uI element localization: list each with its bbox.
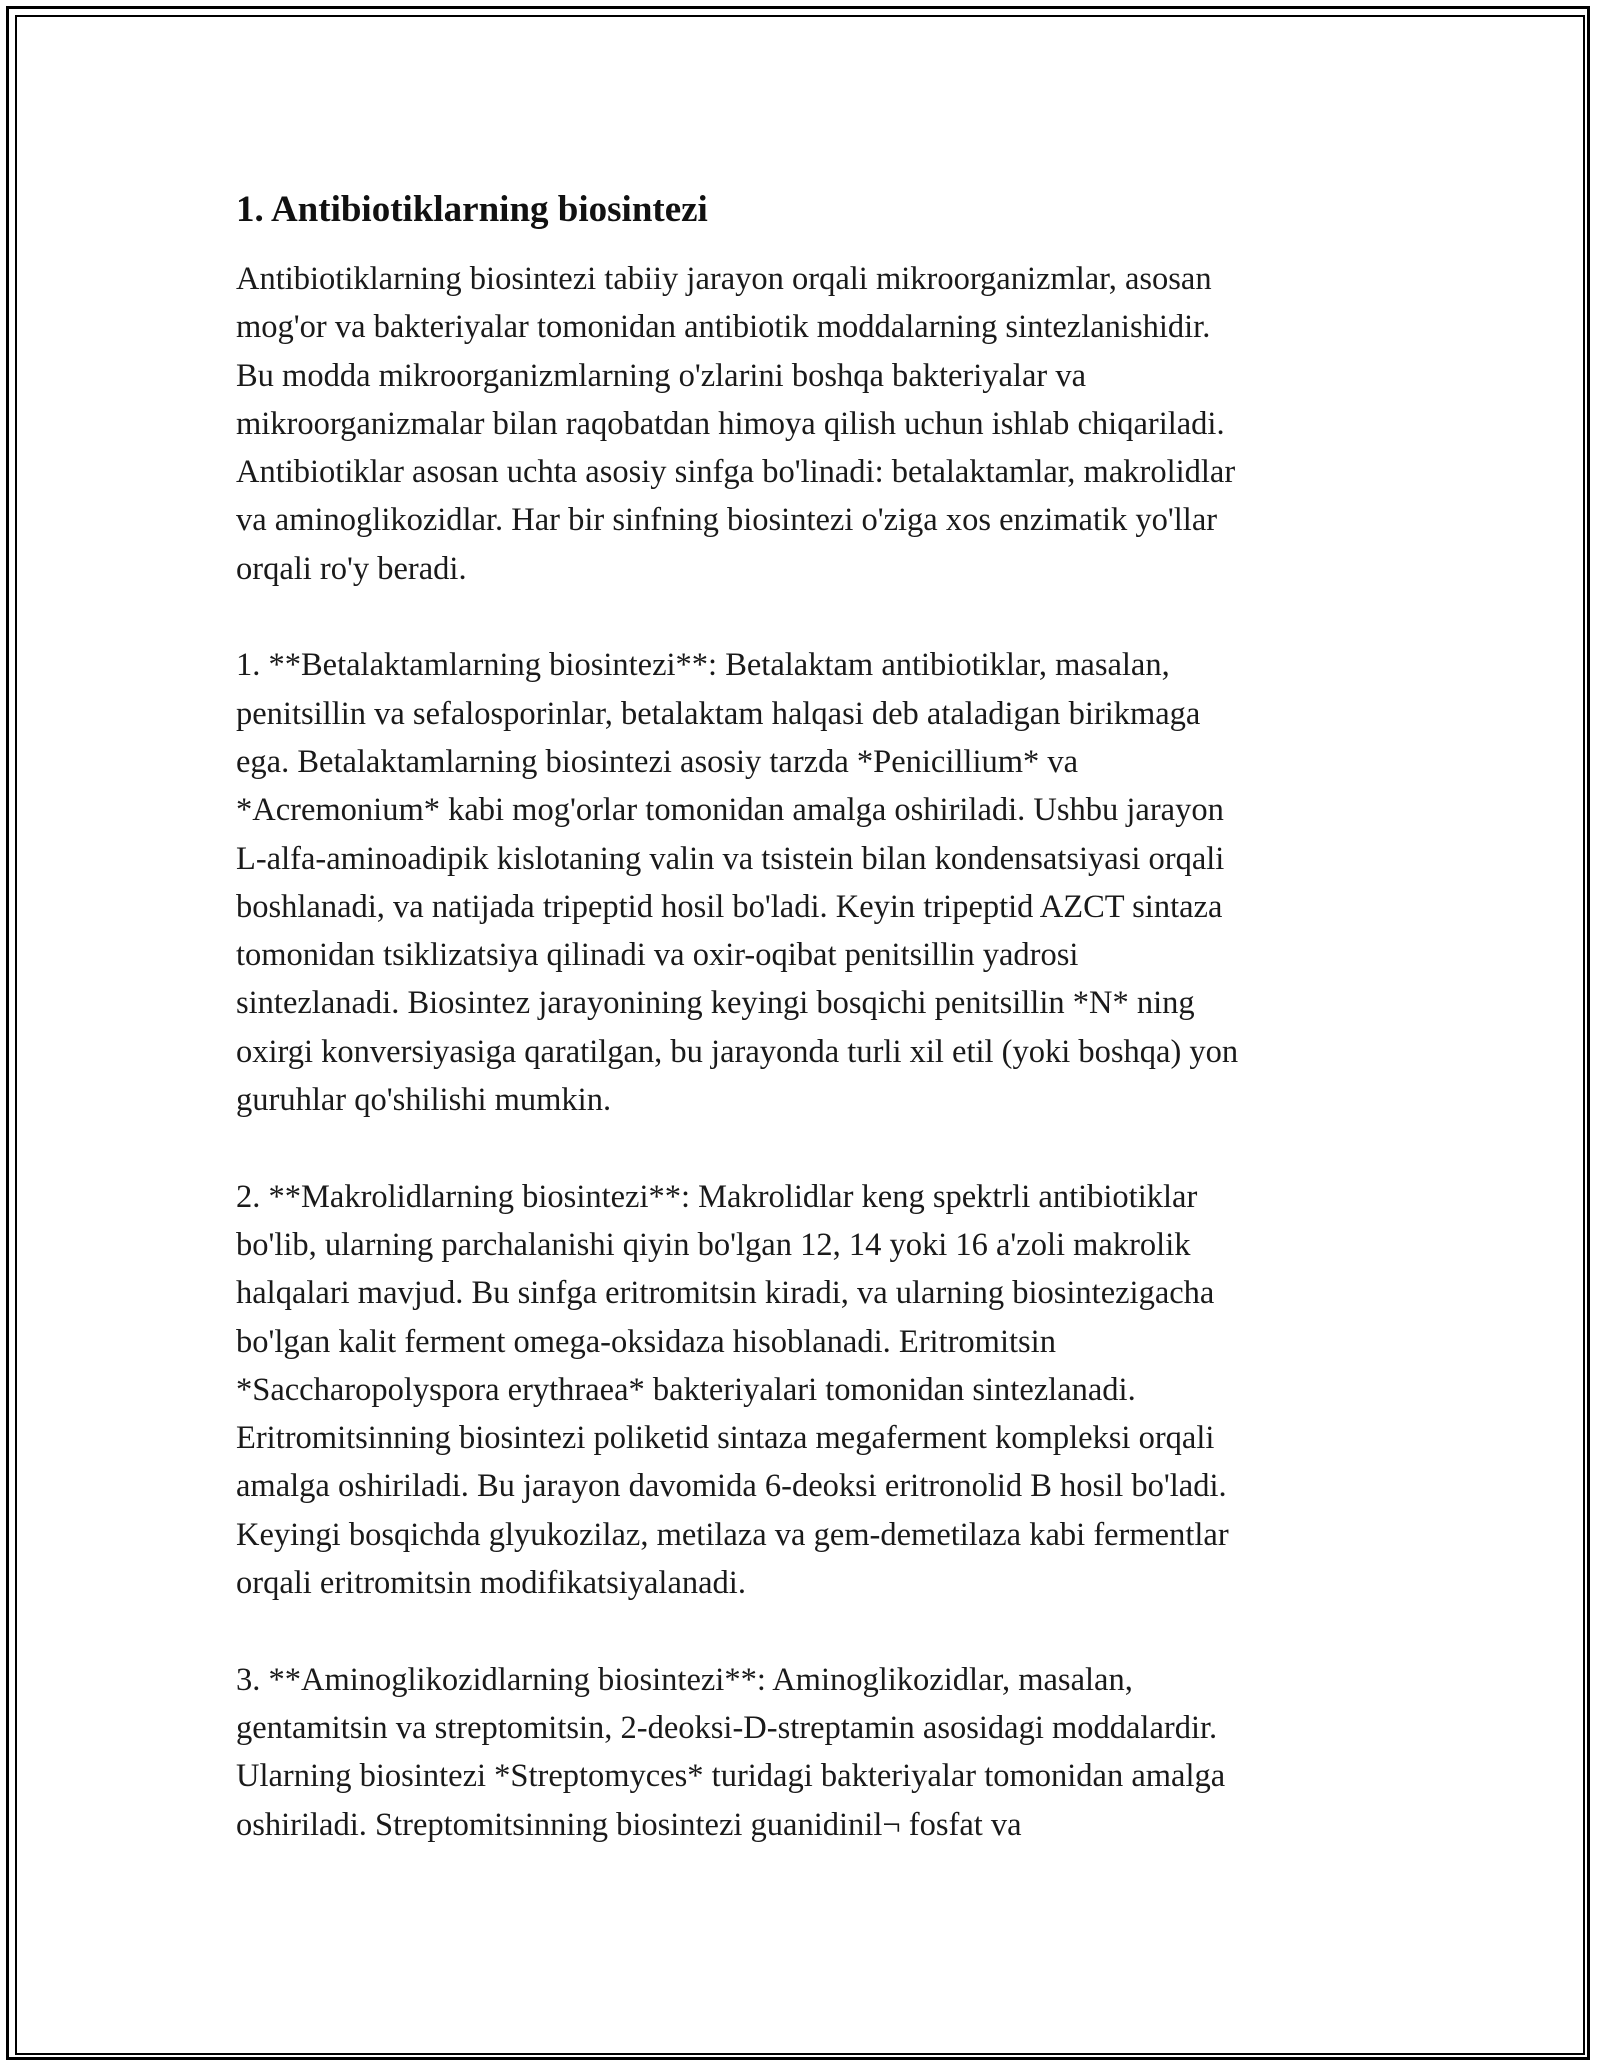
document-body xyxy=(236,186,1380,1849)
section-heading: 1. Antibiotiklarning biosintezi xyxy=(236,189,708,230)
macrolide-paragraph: 2. **Makrolidlarning biosintezi**: Makrolidlar keng spektrli antibiotiklar bo'lib, ularning parchalanishi qiyin bo'lgan 12, 14 yoki 16 a'zoli makrolik halqalari mavjud. Bu sinfga eritromitsin kiradi, va ularning biosintezigacha bo'lgan kalit ferment omega-oksidaza hisoblanadi. Eritromitsin *Saccharopolyspora erythraea* bakteriyalari tomonidan sintezlanadi. Eritromitsinning biosintezi poliketid sintaza megaferment kompleksi orqali amalga oshiriladi. Bu jarayon davomida 6-deoksi eritronolid B hosil bo'ladi. Keyingi bosqichda glyukozilaz, metilaza va gem-demetilaza kabi fermentlar orqali eritromitsin modifikatsiyalanadi. xyxy=(236,1178,1229,1602)
intro-paragraph: Antibiotiklarning biosintezi tabiiy jarayon orqali mikroorganizmlar, asosan mog'or va bakteriyalar tomonidan antibiotik moddalarning sintezlanishidir. Bu modda mikroorganizmlarning o'zlarini boshqa bakteriyalar va mikroorganizmalar bilan raqobatdan himoya qilish uchun ishlab chiqariladi. Antibiotiklar asosan uchta asosiy sinfga bo'linadi: betalaktamlar, makrolidlar va aminoglikozidlar. Har bir sinfning biosintezi o'ziga xos enzimatik yo'llar orqali ro'y beradi. xyxy=(236,261,1236,587)
aminoglycoside-paragraph: 3. **Aminoglikozidlarning biosintezi**: Aminoglikozidlar, masalan, gentamitsin va streptomitsin, 2-deoksi-D-streptamin asosidagi moddalardir. Ularning biosintezi *Streptomyces* turidagi bakteriyalar tomonidan amalga oshiriladi. Streptomitsinning biosintezi guanidinil¬ fosfat va xyxy=(236,1661,1226,1843)
betalactam-paragraph: 1. **Betalaktamlarning biosintezi**: Betalaktam antibiotiklar, masalan, penitsillin va sefalosporinlar, betalaktam halqasi deb ataladigan birikmaga ega. Betalaktamlarning biosintezi asosiy tarzda *Penicillium* va *Acremonium* kabi mog'orlar tomonidan amalga oshiriladi. Ushbu jarayon L-alfa-aminoadipik kislotaning valin va tsistein bilan kondensatsiyasi orqali boshlanadi, va natijada tripeptid hosil bo'ladi. Keyin tripeptid AZCT sintaza tomonidan tsiklizatsiya qilinadi va oxir-oqibat penitsillin yadrosi sintezlanadi. Biosintez jarayonining keyingi bosqichi penitsillin *N* ning oxirgi konversiyasiga qaratilgan, bu jarayonda turli xil etil (yoki boshqa) yon guruhlar qo'shilishi mumkin. xyxy=(236,647,1239,1119)
